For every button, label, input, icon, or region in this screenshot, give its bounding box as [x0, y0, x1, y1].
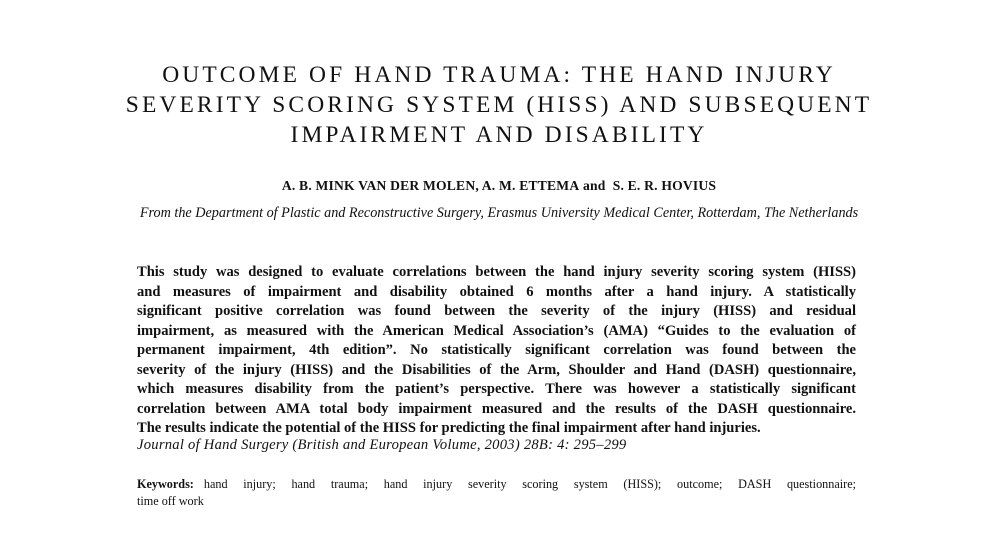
abstract-line: which measures disability from the patient’s perspective. There was however a statistically significant — [137, 381, 856, 398]
title-line-1: OUTCOME OF HAND TRAUMA: THE HAND INJURY — [162, 62, 836, 88]
title-line-2: SEVERITY SCORING SYSTEM (HISS) AND SUBSEQUENT — [125, 92, 873, 118]
keywords-terms-2: time off work — [137, 494, 204, 508]
abstract-line: severity of the injury (HISS) and the Disabilities of the Arm, Shoulder and Hand (DASH) questionnaire, — [137, 361, 856, 378]
article-title — [0, 60, 998, 150]
keywords-line-1 — [137, 476, 856, 493]
title-line-3: IMPAIRMENT AND DISABILITY — [290, 122, 708, 148]
author-affiliation: From the Department of Plastic and Reconstructive Surgery, Erasmus University Medical Center, Rotterdam, The Netherlands — [139, 205, 859, 221]
author-names-2: S. E. R. HOVIUS — [612, 178, 717, 193]
keywords-label: Keywords: — [137, 477, 194, 491]
keywords-terms-1: hand injury; hand trauma; hand injury severity scoring system (HISS); outcome; DASH questionnaire; — [203, 477, 856, 491]
abstract-line: significant positive correlation was found between the severity of the injury (HISS) and residual — [137, 303, 856, 320]
author-names-1: A. B. MINK VAN DER MOLEN, A. M. ETTEMA — [281, 178, 580, 193]
abstract-line: impairment, as measured with the American Medical Association’s (AMA) “Guides to the evaluation of — [137, 322, 856, 339]
abstract-line: This study was designed to evaluate correlations between the hand injury severity scoring system (HISS) — [137, 264, 856, 280]
journal-citation: Journal of Hand Surgery (British and European Volume, 2003) 28B: 4: 295–299 — [137, 437, 627, 453]
abstract-line: and measures of impairment and disability obtained 6 months after a hand injury. A statistically — [137, 283, 856, 300]
author-conjunction: and — [582, 178, 606, 193]
keywords-block — [137, 476, 856, 510]
abstract-line: correlation between AMA total body impairment measured and the results of the DASH questionnaire. — [137, 400, 856, 417]
abstract — [137, 263, 856, 439]
abstract-line: The results indicate the potential of the HISS for predicting the final impairment after hand injuries. — [137, 420, 761, 437]
abstract-line: permanent impairment, 4th edition”. No statistically significant correlation was found between the — [137, 342, 856, 359]
author-list — [0, 178, 998, 194]
